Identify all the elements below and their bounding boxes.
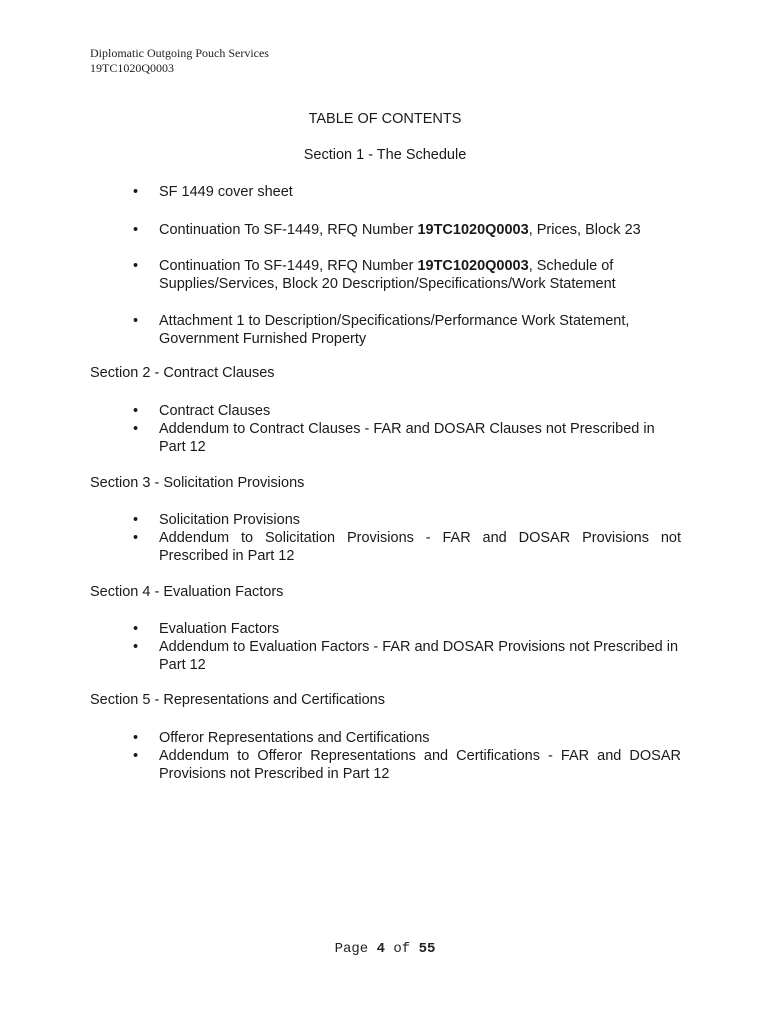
item-text: , Prices, Block 23 <box>528 222 641 238</box>
section-1-title: Section 1 - The Schedule <box>303 147 467 163</box>
list-item: • Addendum to Evaluation Factors - FAR and DOSAR Provisions not Prescribed in Part 12 <box>133 638 681 674</box>
list-item: • Addendum to Solicitation Provisions - FAR and DOSAR Provisions not Prescribed in Part 12 <box>133 529 681 565</box>
section-2-list <box>133 402 681 456</box>
header-title: Diplomatic Outgoing Pouch Services <box>90 46 269 60</box>
list-item: • Addendum to Offeror Representations and Certifications - FAR and DOSAR Provisions not Prescribed in Part 12 <box>133 747 681 783</box>
rfq-number: 19TC1020Q0003 <box>417 222 529 238</box>
page-label: Page <box>334 941 369 957</box>
section-1-list <box>133 183 681 201</box>
list-item: • Contract Clauses <box>133 402 681 420</box>
section-1-list <box>133 257 681 293</box>
section-2-title: Section 2 - Contract Clauses <box>90 365 275 381</box>
section-1-list <box>133 312 681 348</box>
total-pages: 55 <box>418 941 436 957</box>
list-item <box>133 257 681 293</box>
item-text: Continuation To SF-1449, RFQ Number <box>159 258 418 274</box>
section-4-list <box>133 620 681 674</box>
section-4-title: Section 4 - Evaluation Factors <box>90 584 284 600</box>
list-item: • Solicitation Provisions <box>133 511 681 529</box>
document-header <box>90 46 269 76</box>
rfq-number: 19TC1020Q0003 <box>417 258 529 274</box>
toc-title: TABLE OF CONTENTS <box>308 111 462 127</box>
current-page-number: 4 <box>376 941 385 957</box>
item-text: , Schedule of Supplies/Services, Block 20 Description/Specifications/Work Statement <box>159 258 616 292</box>
list-item: • Attachment 1 to Description/Specifications/Performance Work Statement, Government Furnished Property <box>133 312 681 348</box>
section-5-list <box>133 729 681 783</box>
of-label: of <box>393 941 411 957</box>
list-item <box>133 221 681 239</box>
section-1-list <box>133 221 681 239</box>
section-5-title: Section 5 - Representations and Certifications <box>90 692 385 708</box>
item-text: Continuation To SF-1449, RFQ Number <box>159 222 418 238</box>
header-solicitation-number: 19TC1020Q0003 <box>90 61 174 75</box>
list-item: • Addendum to Contract Clauses - FAR and DOSAR Clauses not Prescribed in Part 12 <box>133 420 681 456</box>
list-item: • Evaluation Factors <box>133 620 681 638</box>
list-item: • SF 1449 cover sheet <box>133 183 681 201</box>
page-footer <box>0 941 770 957</box>
list-item: • Offeror Representations and Certifications <box>133 729 681 747</box>
section-3-list <box>133 511 681 565</box>
section-3-title: Section 3 - Solicitation Provisions <box>90 475 305 491</box>
